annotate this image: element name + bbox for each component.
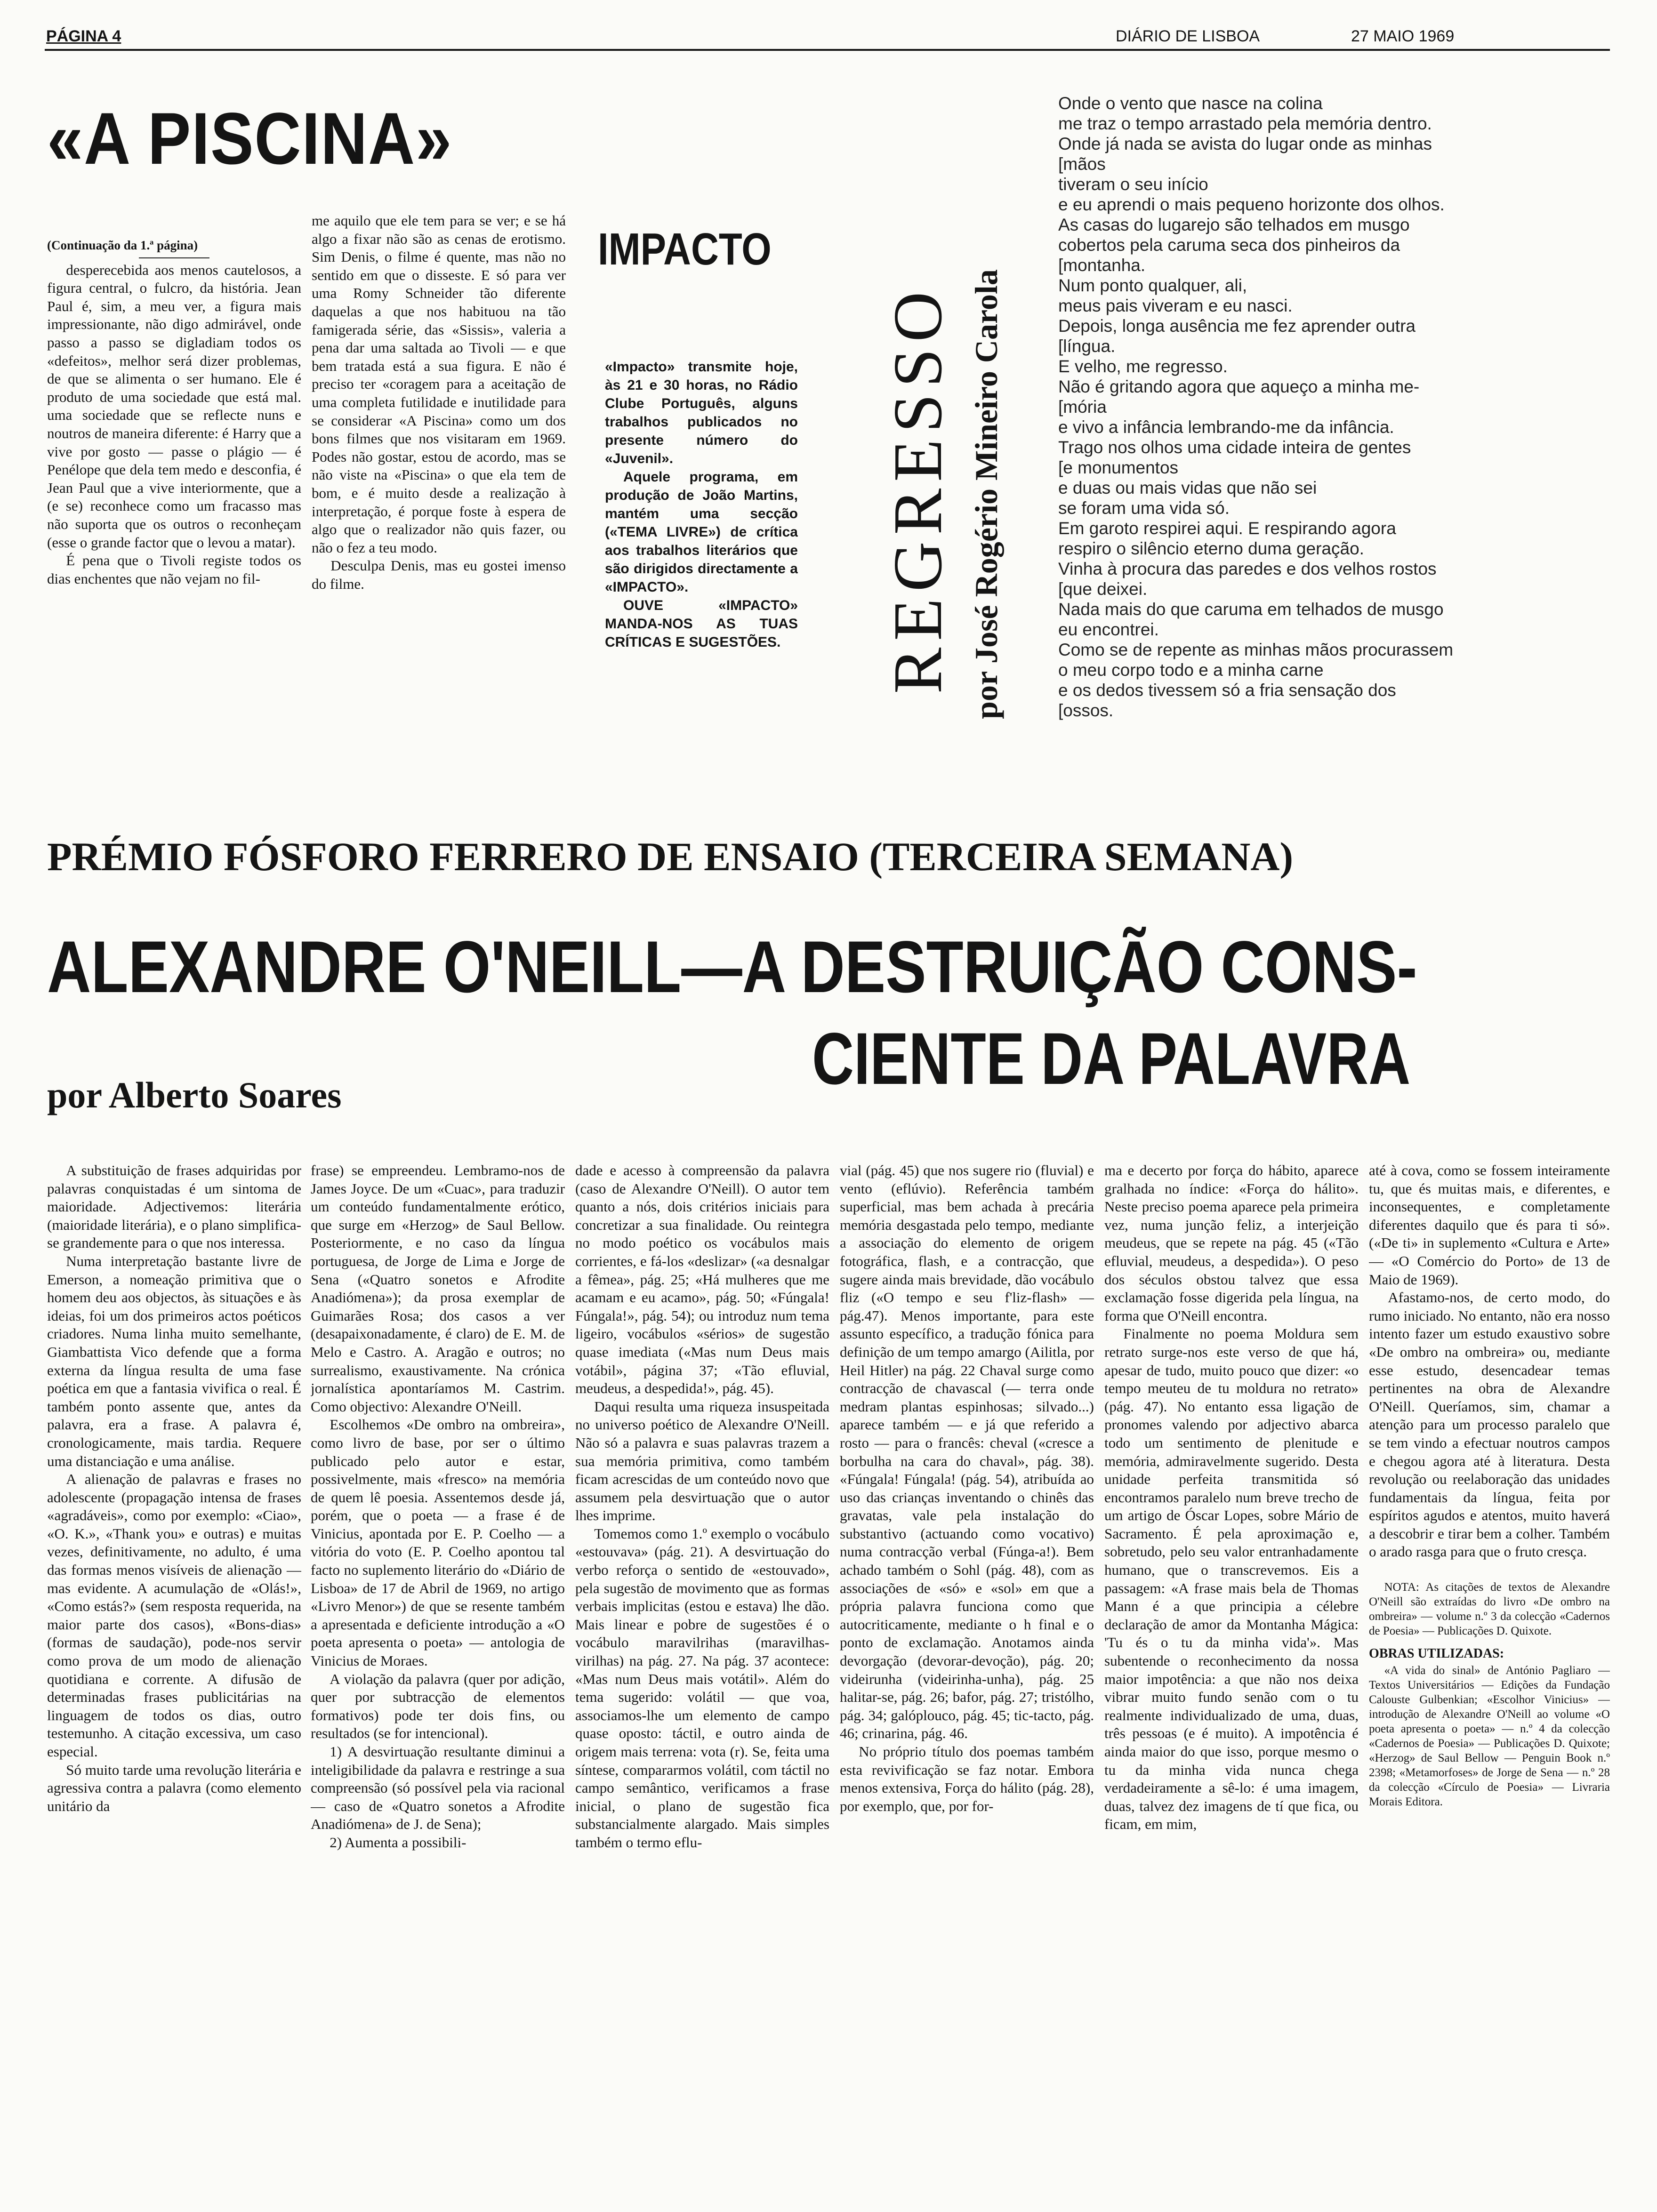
essay-paragraph: até à cova, como se fossem inteiramente tu, que és muitas mais, e diferentes, e inconsequentes, e completamente diferentes daquilo que és para ti só». («De ti» in suplemento «Cultura e Arte» — «O Comércio do Porto» de 13 de Maio de 1969). (1369, 1162, 1610, 1288)
essay-paragraph: dade e acesso à compreensão da palavra (caso de Alexandre O'Neill). O autor tem quanto a nós, dois critérios iniciais para concretizar a sua finalidade. Ou reintegra no modo poético os vocábulos mais corrientes, e fá-los «deslizar» («a desnalgar a fêmea», pág. 25; «Há mulheres que me acamam e eu acamo», pág. 50; «Fúngala! Fúngala!», pág. 54); ou introduz num tema ligeiro, vocábulos «sérios» de sugestão quase imediata («Mas num Deus mais votábil», página 37; «Tão efluvial, meudeus, a despedida!», pág. 45). (575, 1162, 829, 1397)
essay-column-1 (47, 1162, 301, 2178)
essay-column-3 (575, 1162, 829, 2178)
continuation-note: (Continuação da 1.ª página) (47, 238, 198, 252)
essay-paragraph: Numa interpretação bastante livre de Emerson, a nomeação primitiva que o homem deu aos objectos, às situações e às ideias, foi um dos primeiros actos poéticos criadores. Numa linha muito semelhante, Giambattista Vico defende que a forma externa da língua resulta de uma fase poética em que a fantasia vivifica o real. É também ponto assente que, antes da palavra, era a frase. A palavra é, cronologicamente, mais tardia. Requere uma distanciação e uma análise. (47, 1252, 301, 1469)
regresso-poem: Onde o vento que nasce na colina me traz o tempo arrastado pela memória dentro. Onde já nada se avista do lugar onde as minhas [mãos tiveram o seu início e eu aprendi o mais pequeno horizonte dos olhos. As casas do lugarejo são telhados em musgo cobertos pela caruma seca dos pinheiros da [montanha. Num ponto qualquer, ali, meus pais viveram e eu nasci. Depois, longa ausência me fez aprender outra [língua. E velho, me regresso. Não é gritando agora que aqueço a minha me- [mória e vivo a infância lembrando-me da infância. Trago nos olhos uma cidade inteira de gentes [e monumentos e duas ou mais vidas que não sei se foram uma vida só. Em garoto respirei aqui. E respirando agora respiro o silêncio eterno duma geração. Vinha à procura das paredes e dos velhos rostos [que deixei. Nada mais do que caruma em telhados de musgo eu encontrei. Como se de repente as minhas mãos procurassem o meu corpo todo e a minha carne e os dedos tivessem só a fria sensação dos [ossos. (1058, 94, 1454, 720)
essay-paragraph: ma e decerto por força do hábito, aparece gralhada no índice: «Força do hálito». Neste preciso poema aparece pela primeira vez, numa junção feliz, a interjeição meudeus, que se repete na pág. 45 («Tão efluvial, meudeus, a despedida»). O peso dos séculos obstou talvez que essa exclamação fosse digerida pela língua, na forma que O'Neill encontra. (1104, 1162, 1359, 1324)
piscina-paragraph: me aquilo que ele tem para se ver; e se há algo a fixar não são as cenas de erotismo. Sim Denis, o filme é quente, mas não no sentido em que o disseste. E só para ver uma Romy Schneider tão diferente daquelas a que nos habituou na tão famigerada série, das «Sissis», valeria a pena dar uma saltada ao Tivoli — e que bem tratada está a sua figura. E não é preciso ter «coragem para a aceitação de uma completa futilidade e inutilidade para se considerar «A Piscina» como um dos bons filmes que nos visitaram em 1969. Podes não gostar, estou de acordo, mas se não viste na «Piscina» o que ela tem de bom, e é muito desde a realização à interpretação, é porque foste à espera de algo que o realizador não quis fazer, ou não o fez a teu modo. (312, 212, 566, 556)
premio-kicker: PRÉMIO FÓSFORO FERRERO DE ENSAIO (TERCEIRA SEMANA) (47, 834, 1294, 879)
essay-column-2 (311, 1162, 565, 2178)
regresso-author: por José Rogério Mineiro Carola (968, 269, 1004, 719)
essay-paragraph: Tomemos como 1.º exemplo o vocábulo «estouvava» (pág. 21). A desvirtuação do verbo reforça o sentido de «estouvado», pela sugestão de movimento que as formas verbais implicitas (estou e estava) lhe dão. Mais linear e pobre de sugestões é o vocábulo maravilrihas (maravilhas-virilhas) na pág. 27. Na pág. 37 acontece: «Mas num Deus mais votátil». Além do tema sugerido: volátil — que voa, associamos-lhe um elemento de campo quase oposto: táctil, e outro ainda de origem mais terrena: vota (r). Se, feita uma síntese, compararmos volátil, com táctil no campo semântico, verificamos a frase inicial, o plano de sugestão fica substancialmente alargado. Mais simples também o termo eflu- (575, 1525, 829, 1851)
essay-paragraph: Daqui resulta uma riqueza insuspeitada no universo poético de Alexandre O'Neill. Não só a palavra e suas palavras trazem a sua memória primitiva, como também ficam acrescidas de um conteúdo novo que assumem pela desvirtuação que o autor lhes imprime. (575, 1398, 829, 1524)
essay-note: NOTA: As citações de textos de Alexandre O'Neill são extraídas do livro «De ombro na ombreira» — volume n.º 3 da colecção «Cadernos de Poesia» — Publicações D. Quixote. (1369, 1581, 1610, 1638)
essay-paragraph: frase) se empreendeu. Lembramo-nos de James Joyce. De um «Cuac», para traduzir um conteúdo fundamentalmente erótico, que surge em «Herzog» de Saul Bellow. Posteriormente, e no caso da língua portuguesa, de Jorge de Lima e Jorge de Sena («Quatro sonetos e Afrodite Anadiómena»); da prosa exemplar de Guimarães Rosa; dos casos a ver (desapaixonadamente, é claro) de E. M. de Melo e Castro. A. Aragão e outros; no surrealismo, exaustivamente. Na crónica jornalística apontaríamos M. Castrim. Como objectivo: Alexandre O'Neill. (311, 1162, 565, 1415)
works-title: OBRAS UTILIZADAS: (1369, 1646, 1504, 1661)
essay-paragraph: Finalmente no poema Moldura sem retrato surge-nos este verso de que há, apesar de tudo, muito pouco que dizer: «o tempo meuteu de tu moldura no retrato» (pág. 47). No entanto essa ligação de pronomes valendo por adjectivo abarca todo um sentimento de plenitude e memória, admiravelmente sugerido. Desta unidade perfeita transmitida só encontramos paralelo num breve trecho de um artigo de Óscar Lopes, sobre Mário de Sacramento. É pela aproximação e, sobretudo, pelo seu valor entranhadamente humano, que o transcrevemos. Eis a passagem: «A frase mais bela de Thomas Mann é a que principia a célebre declaração de amor da Montanha Mágica: 'Tu és o tu da minha vida'». Mas subentende o reconhecimento da nossa maior impotência: a que não nos deixa vibrar muito fundo senão com o tu realmente individualizado de uma, duas, três pessoas (e é muito). A impotência é ainda maior do que isso, porque mesmo o tu da minha vida nunca chega verdadeiramente a sê-lo: é uma imagem, duas, talvez dez imagens de tí que fica, ou ficam, em mim, (1104, 1325, 1359, 1833)
essay-paragraph: 1) A desvirtuação resultante diminui a inteligibilidade da palavra e restringe a sua compreensão (só possível pela via racional — caso de «Quatro sonetos a Afrodite Anadiómena» de J. de Sena); (311, 1743, 565, 1833)
essay-paragraph: No próprio título dos poemas também esta revivificação se faz notar. Embora menos extensiva, Força do hálito (pág. 28), por exemplo, que, por for- (840, 1743, 1094, 1814)
essay-column-6 (1369, 1162, 1610, 2178)
works-list: «A vida do sinal» de António Pagliaro — Textos Universitários — Edições da Fundação Calouste Gulbenkian; «Escolhor Vinicius» — introdução de Alexandre O'Neill ao volume «O poeta apresenta o poeta» — n.º 4 da colecção «Cadernos de Poesia» — Publicações D. Quixote; «Herzog» de Saul Bellow — Penguin Book n.º 2398; «Metamorfoses» de Jorge de Sena — n.º 28 da colecção «Círculo de Poesia» — Livraria Morais Editora. (1369, 1664, 1610, 1808)
essay-column-5 (1104, 1162, 1359, 2178)
headline-line-1: ALEXANDRE O'NEILL—A DESTRUIÇÃO CONS- (47, 926, 1417, 1008)
impacto-paragraph: Aquele programa, em produção de João Martins, mantém uma secção («TEMA LIVRE») de crítica aos trabalhos literários que são dirigidos directamente a «IMPACTO». (605, 469, 798, 595)
newspaper-name: DIÁRIO DE LISBOA (1116, 27, 1260, 45)
piscina-title: «A PISCINA» (47, 98, 453, 180)
byline: por Alberto Soares (47, 1074, 342, 1115)
essay-paragraph: 2) Aumenta a possibili- (330, 1834, 467, 1851)
impacto-title: IMPACTO (598, 224, 772, 274)
page-number: PÁGINA 4 (46, 27, 121, 45)
issue-date: 27 MAIO 1969 (1351, 27, 1455, 45)
essay-paragraph: A substituição de frases adquiridas por palavras conquistadas é um sintoma de maioridade. Adjectivemos: literária (maioridade literária), e o plano simplifica-se grandemente para o que nos interessa. (47, 1162, 301, 1251)
impacto-box (605, 358, 798, 772)
essay-paragraph: Escolhemos «De ombro na ombreira», como livro de base, por ser o último publicado pelo autor e estar, possivelmente, mais «fresco» na memória de quem lê poesia. Assentemos desde já, porém, que o poeta — a frase é de Vinicius, apontada por E. P. Coelho — a vitória do voto (E. P. Coelho apontou tal facto no suplemento literário do «Diário de Lisboa» de 17 de Abril de 1969, no artigo «Livro Menor») de que se resente também a apresentada e deficiente introdução a «O poeta apresenta o poeta» — antologia de Vinicius de Moraes. (311, 1416, 565, 1669)
essay-column-4 (840, 1162, 1094, 2178)
header-rule (45, 49, 1610, 51)
short-rule (139, 257, 209, 258)
essay-paragraph: A violação da palavra (quer por adição, quer por subtracção de elementos formativos) pode ter dois fins, ou resultados (se for intencional). (311, 1670, 565, 1742)
piscina-paragraph: É pena que o Tivoli registe todos os dias enchentes que não vejam no fil- (47, 552, 301, 587)
impacto-paragraph: OUVE «IMPACTO» MANDA-NOS AS TUAS CRÍTICAS E SUGESTÕES. (605, 598, 798, 650)
piscina-column-2 (312, 212, 566, 772)
piscina-column-1 (47, 236, 301, 773)
headline-line-2: CIENTE DA PALAVRA (812, 1018, 1411, 1100)
essay-paragraph: vial (pág. 45) que nos sugere rio (fluvial) e vento (eflúvio). Referência também superficial, mas bem achada à precária memória desgastada pelo tempo, mediante a associação do elemento de origem fotográfica, flash, e a contracção, que sugere ainda mais brevidade, dão vocábulo fliz («O tempo e seu f'liz-flash» — pág.47). Menos importante, para este assunto específico, a tradução fónica para definição de um tempo amargo (Ailitla, por Heil Hitler) na pág. 22 Chaval surge como contracção de chavascal (— terra onde medram plantas espinhosas; silvado...) aparece também — e já que referido a rosto — para o francês: cheval («cresce a borbulha na cara do chaval», pág. 38). «Fúngala! Fúngala! (pág. 54), atribuída ao uso das crianças inventando o chinês das gravatas, vale pela instalação do substantivo (actuando como vocativo) numa contracção verbal (Fúnga-a!). Bem achado também o Sohl (pág. 48), com as associações de «só» e «sol» em que a própria palavra funciona como que autocriticamente, mediante o h final e o ponto de exclamação. Anotamos ainda devorgação (devorar-devoção), pág. 20; videirunha (videirinha-unha), pág. 25 halitar-se, pág. 26; bafor, pág. 27; tristólho, pág. 34; galóplouco, pág. 45; tic-tacto, pág. 46; crinarina, pág. 46. (840, 1162, 1094, 1742)
impacto-paragraph: «Impacto» transmite hoje, às 21 e 30 horas, no Rádio Clube Português, alguns trabalhos publicados no presente número do «Juvenil». (605, 359, 798, 466)
piscina-paragraph: desperecebida aos menos cautelosos, a figura central, o fulcro, da história. Jean Paul é, sim, a meu ver, a figura mais impressionante, não digo admirável, onde passo a passo se digladiam todos os «defeitos», melhor será dizer problemas, de que se alimenta o ser humano. Ele é produto de uma sociedade que está mal. uma sociedade que se reflecte nuns e noutros de maneira diferente: é Harry que a vive por gosto — passe o plágio — é Penélope que dela tem medo e desconfia, é Jean Paul que a vive interiormente, que a (e se) reconhece como um fracasso mas não suporta que os outros o reconheçam (esse o grande factor que o levou a matar). (47, 261, 301, 551)
essay-paragraph: A alienação de palavras e frases no adolescente (propagação intensa de frases «agradáveis», como por exemplo: «Ciao», «O. K.», «Thank you» e outras) e muitas vezes, definitivamente, no adulto, é uma das formas menos visíveis de alienação — mas evidente. A acumulação de «Olás!», «Como estás?» (sem resposta requerida, na maior parte dos casos), «Bons-dias» (formas de saudação), pode-nos servir como prova de um modo de alienação quotidiana e corrente. A difusão de determinadas frases publicitárias na linguagem de todos os dias, outro testemunho. A citação excessiva, um caso especial. (47, 1471, 301, 1760)
essay-paragraph: Afastamo-nos, de certo modo, do rumo iniciado. No entanto, não era nosso intento fazer um estudo exaustivo sobre «De ombro na ombreira» ou, mediante esse estudo, desencadear temas pertinentes na obra de Alexandre O'Neill. Queríamos, sim, chamar a atenção para um processo paralelo que se tem vindo a efectuar noutros campos e chegou agora até à literatura. Desta revolução ou reelaboração das unidades fundamentais da língua, feita por espíritos agudos e atentos, muito haverá a descobrir e tirar bem a colher. Também o arado rasga para que o fruto cresça. (1369, 1289, 1610, 1560)
regresso-title: REGRESSO (879, 285, 957, 694)
piscina-paragraph: Desculpa Denis, mas eu gostei imenso do filme. (312, 557, 566, 592)
essay-paragraph: Só muito tarde uma revolução literária e agressiva contra a palavra (como elemento unitário da (47, 1761, 301, 1814)
